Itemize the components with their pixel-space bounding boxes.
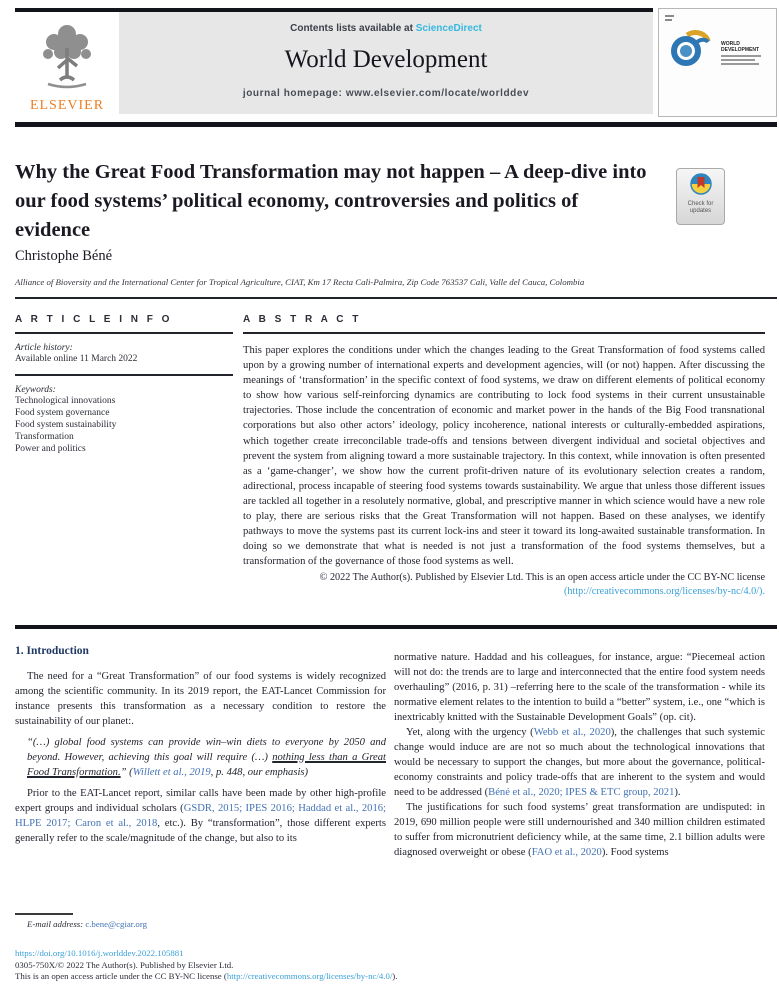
quote-emphasis: nothing less than a Great Food Transformation. [27, 752, 386, 778]
article-info-heading: A R T I C L E I N F O [15, 314, 173, 325]
crossmark-icon [690, 173, 712, 195]
abstract-license-link[interactable]: (http://creativecommons.org/licenses/by-nc/4.0/). [564, 586, 765, 598]
quote-text: , p. 448, our emphasis) [210, 767, 309, 778]
article-title: Why the Great Food Transformation may not happen – A deep-dive into our food systems’ political economy, controversies and politics of evidence [15, 161, 647, 241]
copyright-line: © 2022 The Author(s). Published by Elsevier Ltd. This is an open access article under the CC BY-NC license [319, 572, 765, 584]
email-link[interactable]: c.bene@cgiar.org [85, 919, 148, 929]
elsevier-logo[interactable] [15, 18, 119, 114]
license-text: ). [392, 971, 398, 981]
citation-link-group[interactable]: GSDR, 2015; IPES 2016; Haddad et al., 2016; HLPE 2017; Caron et al., 2018 [15, 803, 387, 829]
cover-issue-text-placeholder [665, 19, 672, 21]
elsevier-wordmark: ELSEVIER [29, 98, 105, 113]
cover-caption-line [721, 59, 755, 61]
article-info-rule [15, 332, 233, 334]
affiliation-divider-rule [15, 297, 777, 299]
page-footer [15, 948, 397, 983]
cover-caption-line [721, 55, 761, 57]
check-badge-label [677, 201, 724, 215]
article-history-label: Article history: [15, 343, 73, 353]
citation-link-webb[interactable]: Webb et al., 2020 [533, 727, 611, 738]
article-history-value: Available online 11 March 2022 [15, 354, 138, 364]
doi-link[interactable]: https://doi.org/10.1016/j.worlddev.2022.105881 [15, 948, 184, 958]
license-line [15, 971, 397, 983]
header-bottom-rule [15, 122, 777, 127]
journal-masthead [119, 12, 653, 114]
sciencedirect-link[interactable]: ScienceDirect [415, 23, 482, 34]
citation-link-fao[interactable]: FAO et al., 2020 [531, 847, 602, 858]
paragraph-text: , etc.). By “transformation”, those different experts generally refer to the scale/magnitude of the change, but also to its [15, 818, 386, 844]
paragraph-text: ), the challenges that such systemic change would induce are are not so much about the technological innovations that would be necessary to support the changes, but more about the governance, political-economy constraints and policy trade-offs that are inherent to the system and would need to be addressed ( [394, 727, 765, 798]
journal-header [15, 12, 653, 114]
citation-link-bene[interactable]: Béné et al., 2020; IPES & ETC group, 2021 [488, 787, 675, 798]
license-text: This is an open access article under the CC BY-NC license ( [15, 971, 227, 981]
intro-paragraph [394, 800, 765, 860]
keyword-item: Food system sustainability [15, 420, 117, 430]
paragraph-text: ). [674, 787, 681, 798]
abstract-heading: A B S T R A C T [243, 314, 362, 325]
email-label: E-mail address: [27, 919, 86, 929]
check-badge-line2: updates [689, 208, 712, 214]
keywords-divider-rule [15, 374, 233, 376]
quote-text: “(…) global food systems can provide win–win diets to everyone by 2050 and beyond. However, achieving this goal will require (…) [27, 737, 386, 763]
check-for-updates-badge[interactable] [676, 168, 725, 225]
email-footnote [27, 919, 147, 929]
quote-text: ” ( [120, 767, 133, 778]
cover-issue-text-placeholder [665, 15, 674, 17]
journal-homepage-link[interactable]: journal homepage: www.elsevier.com/locate/worlddev [242, 88, 530, 99]
world-development-swirl-icon [667, 27, 713, 73]
abstract-bottom-rule [15, 625, 777, 629]
cover-caption-line [721, 63, 759, 65]
check-badge-line1: Check for [687, 201, 714, 207]
journal-cover-thumbnail[interactable] [658, 8, 777, 117]
intro-paragraph [394, 725, 765, 800]
section-heading-introduction: 1. Introduction [15, 645, 89, 657]
citation-link-willett[interactable]: Willett et al., 2019 [132, 767, 211, 778]
body-column-right [394, 650, 765, 860]
paragraph-text: The justifications for such food systems’ great transformation are undisputed: in 2019, 690 million people were still undernourished and 340 million children estimated to suffer from micronutrient deficiency while, at the same time, 2.1 billion adults were diagnosed overweight or obese ( [394, 802, 765, 858]
block-quote [27, 735, 386, 780]
paragraph-text: ). Food systems [601, 847, 669, 858]
article-info-section [15, 314, 233, 455]
intro-paragraph: The need for a “Great Transformation” of our food systems is widely recognized among the scientific community. In its 2019 report, the EAT-Lancet Commission for instance presents this transformation as a necessary condition to restore the sustainability of our planet:. [15, 671, 386, 727]
footnote-rule [15, 913, 73, 915]
abstract-section [243, 314, 765, 599]
journal-title: World Development [284, 46, 488, 73]
intro-paragraph [15, 786, 386, 846]
contents-line [119, 23, 653, 34]
paragraph-text: Prior to the EAT-Lancet report, similar calls have been made by other high-profile expert groups and individual scholars ( [15, 788, 386, 814]
license-url-link[interactable]: http://creativecommons.org/licenses/by-nc/4.0/ [226, 971, 393, 981]
cover-journal-name: WORLD DEVELOPMENT [721, 41, 760, 53]
elsevier-tree-icon [34, 18, 100, 92]
contents-prefix: Contents lists available at [290, 23, 416, 34]
abstract-text: This paper explores the conditions under which the changes leading to the Great Transformation of food systems called upon by a growing number of international experts and development agencies, will (or not) happen. After discussing the meanings of ‘transformation’ in the specific context of food systems, we draw on different elements of political economy to show how various self-reinforcing dynamics are contributing to lock food systems in their current unsustainable trajectories. Those include the concentration of economic and market power in the hands of the Big Food transnational corporations but also other actors’ ideology, policy incoherence, national interests or culturally-embedded aspirations, which together create irreconcilable trade-offs and tensions between divergent individual and societal objectives and prevent the system from aligning toward a more sustainable trajectory. In this context, while innovation is often presented as a ‘game-changer’, we show how the current profit-driven nature of its evolutionary selection creates a random, adirectional, process incapable of steering food systems towards sustainability. We argue that unless those different issues are tackled all together in a resolutely normative, global, and prescriptive manner in which science would have a new role to play, there are serious risks that the Great Transformation will not happen. Based on these analyses, we identify pathways to move the systems past its current lock-ins and steer it toward its long-awaited sustainable transformation. In doing so we demonstrate that what is needed is not just a transformation of the food systems themselves, but a transformation of the governance of those food systems as well. [243, 345, 765, 568]
abstract-rule [243, 332, 765, 334]
keyword-item: Technological innovations [15, 396, 116, 406]
author-affiliation: Alliance of Bioversity and the International Center for Tropical Agriculture, CIAT, Km 17 Recta Cali-Palmira, Zip Code 763537 Cali, Valle del Cauca, Colombia [15, 277, 585, 287]
author-name: Christophe Béné [15, 248, 113, 264]
paragraph-text: Yet, along with the urgency ( [406, 727, 534, 738]
keyword-item: Food system governance [15, 408, 110, 418]
body-column-left [15, 669, 386, 846]
abstract-copyright [243, 571, 765, 599]
keyword-item: Transformation [15, 432, 74, 442]
keyword-item: Power and politics [15, 444, 86, 454]
intro-paragraph: normative nature. Haddad and his colleagues, for instance, argue: “Piecemeal action will not do: the trends are to large and interconnected that the entire food system needs overhauling” (2016, p. 31) –referring here to the scale of the transformation - while its normative element relates to the intention to build a “better” system, i.e., one “which is inextricably knitted with the Sustainable Development Goals” (op. cit). [394, 652, 765, 723]
keywords-label: Keywords: [15, 385, 56, 395]
issn-copyright-line: 0305-750X/© 2022 The Author(s). Published by Elsevier Ltd. [15, 959, 234, 970]
